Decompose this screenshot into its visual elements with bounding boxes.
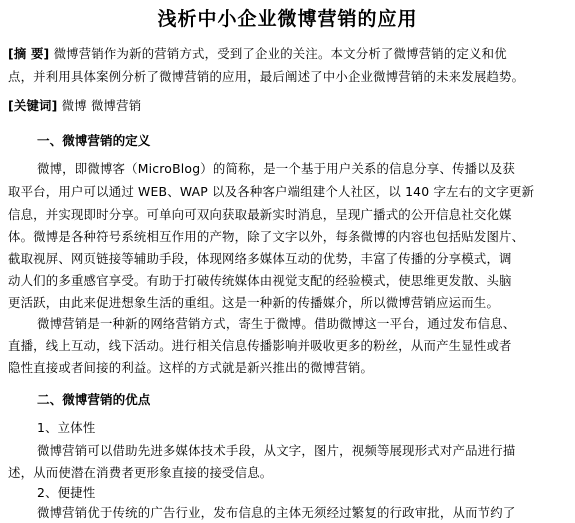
section1-line-9: 直播，线上互动，线下活动。进行相关信息传播影响并吸收更多的粉丝，从而产生显性或者 [8,338,512,353]
section1-line-1: 微博，即微博客（MicroBlog）的简称，是一个基于用户关系的信息分享、传播以及获 [37,161,516,176]
section1-line-6: 动人们的多重感官享受。有助于打破传统媒体由视觉支配的经验模式，使思维更发散、头脑 [8,273,512,288]
section2-sub1-line-1: 微博营销可以借助先进多媒体技术手段，从文字，图片，视频等展现形式对产品进行描 [37,443,516,458]
section2-heading: 二、微博营销的优点 [37,392,151,407]
section1-line-4: 体。微博是各种符号系统相互作用的产物，除了文字以外，每条微博的内容也包括贴发图片、 [8,229,525,244]
abstract-line-2: 点，并利用具体案例分析了微博营销的应用，最后阐述了中小企业微博营销的未来发展趋势。 [8,69,525,84]
section1-line-8: 微博营销是一种新的网络营销方式，寄生于微博。借助微博这一平台，通过发布信息、 [37,316,516,331]
section1-line-5: 截取视屏、网页链接等辅助手段，体现网络多媒体互动的优势，丰富了传播的分享模式，调 [8,251,512,266]
section2-sub2-line-1: 微博营销优于传统的广告行业，发布信息的主体无须经过繁复的行政审批，从而节约了 [37,505,516,520]
keywords-value: 微博 微博营销 [61,98,142,113]
section1-line-3: 信息，并实现即时分享。可单向可双向获取最新实时消息，呈现广播式的公开信息社交化媒 [8,207,512,222]
abstract-text-1: 微博营销作为新的营销方式，受到了企业的关注。本文分析了微博营销的定义和优 [53,46,507,61]
keywords-line [8,96,141,116]
section2-sub2-label: 2、便捷性 [37,485,96,500]
section2-sub1-line-2: 述，从而使潜在消费者更形象直接的接受信息。 [8,465,273,480]
section1-line-2: 取平台，用户可以通过 WEB、WAP 以及各种客户端组建个人社区，以 140 字左右的文字更新 [8,184,535,199]
abstract-label: [摘 要] [8,46,50,61]
section1-line-10: 隐性直接或者间接的利益。这样的方式就是新兴推出的微博营销。 [8,360,374,375]
document-title: 浅析中小企业微博营销的应用 [157,8,418,30]
section1-line-7: 更活跃，由此来促进想象生活的重组。这是一种新的传播媒介，所以微博营销应运而生。 [8,295,500,310]
abstract-line-1 [8,44,507,64]
section2-sub1-label: 1、立体性 [37,420,96,435]
section1-heading: 一、微博营销的定义 [37,133,151,148]
keywords-label: [关键词] [8,98,58,113]
